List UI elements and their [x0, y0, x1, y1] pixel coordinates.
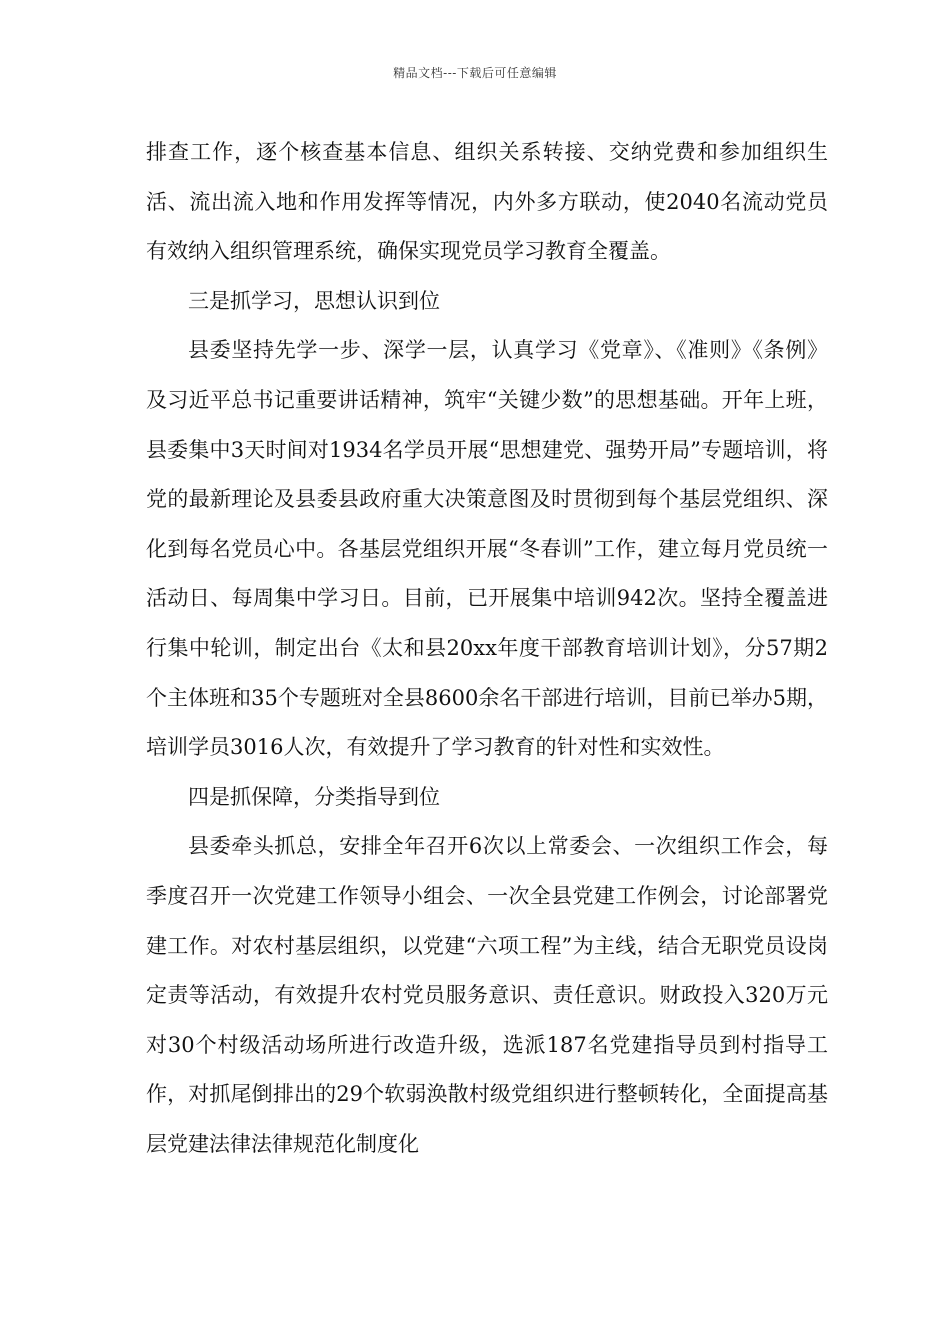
body-paragraph-3: 县委牵头抓总，安排全年召开6次以上常委会、一次组织工作会，每季度召开一次党建工作领导小组会、一次全县党建工作例会，讨论部署党建工作。对农村基层组织，以党建“六项工程”为主线，结合无职党员设岗定责等活动，有效提升农村党员服务意识、责任意识。财政投入320万元对30个村级活动场所进行改造升级，选派187名党建指导员到村指导工作，对抓尾倒排出的29个软弱涣散村级党组织进行整顿转化，全面提高基层党建法律法律规范化制度化 — [146, 834, 828, 1156]
body-paragraph-1: 排查工作，逐个核查基本信息、组织关系转接、交纳党费和参加组织生活、流出流入地和作用发挥等情况，内外多方联动，使2040名流动党员有效纳入组织管理系统，确保实现党员学习教育全覆盖。 — [146, 140, 828, 264]
body-paragraph-2: 县委坚持先学一步、深学一层，认真学习《党章》、《准则》《条例》及习近平总书记重要讲话精神，筑牢“关键少数”的思想基础。开年上班，县委集中3天时间对1934名学员开展“思想建党、强势开局”专题培训，将党的最新理论及县委县政府重大决策意图及时贯彻到每个基层党组织、深化到每名党员心中。各基层党组织开展“冬春训”工作，建立每月党员统一活动日、每周集中学习日。目前，已开展集中培训942次。坚持全覆盖进行集中轮训，制定出台《太和县20xx年度干部教育培训计划》，分57期2个主体班和35个专题班对全县8600余名干部进行培训，目前已举办5期，培训学员3016人次，有效提升了学习教育的针对性和实效性。 — [146, 338, 828, 760]
section-heading-4: 四是抓保障，分类指导到位 — [188, 784, 440, 809]
page-header: 精品文档---下载后可任意编辑 — [393, 66, 557, 80]
document-body — [146, 128, 828, 1169]
section-heading-3: 三是抓学习，思想认识到位 — [188, 288, 440, 313]
